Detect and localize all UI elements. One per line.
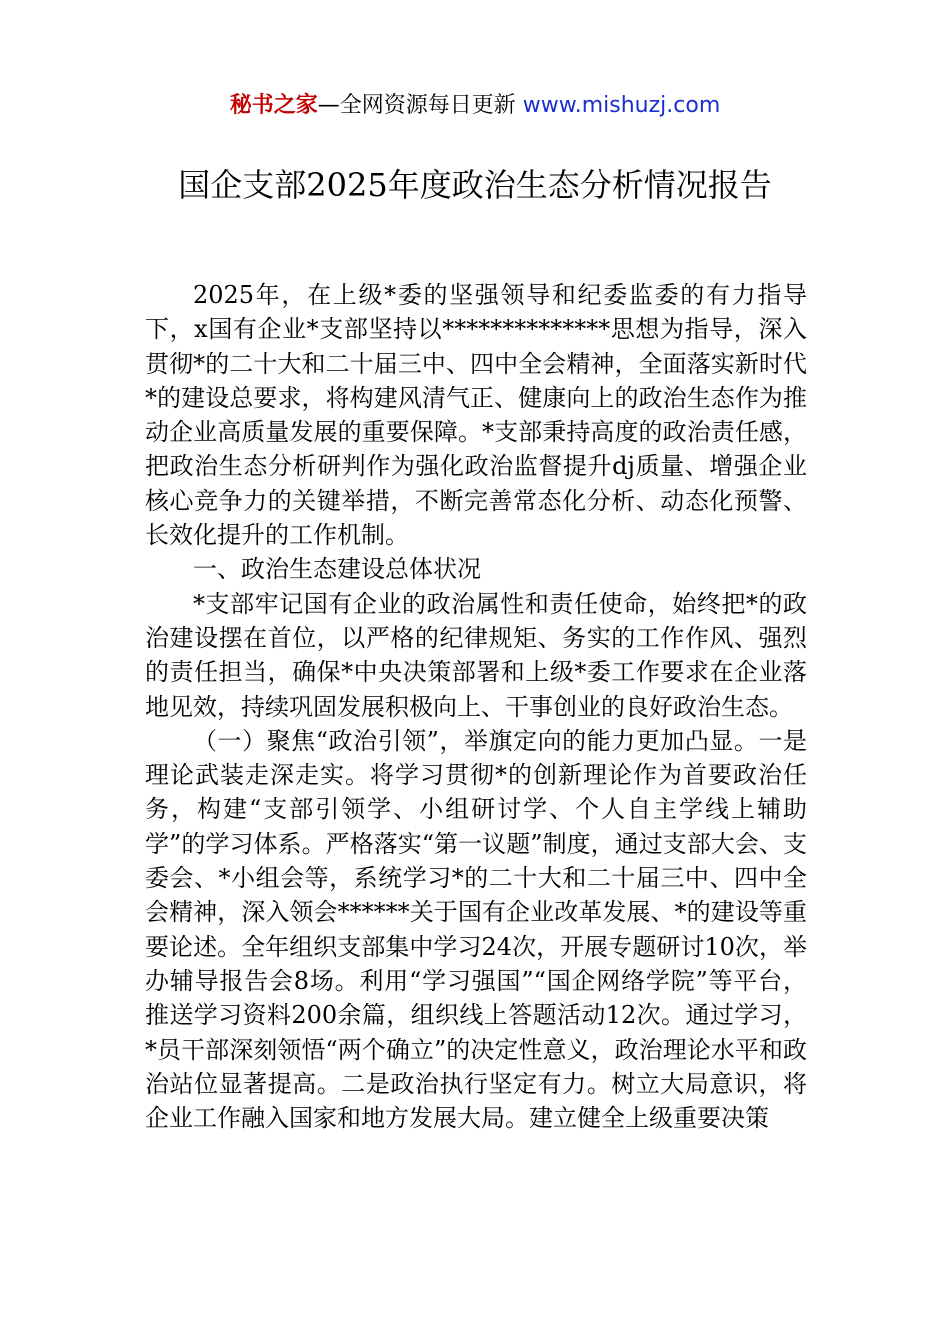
document-title: 国企支部2025年度政治生态分析情况报告	[178, 166, 772, 204]
paragraph-intro: 2025年，在上级*委的坚强领导和纪委监委的有力指导下，x国有企业*支部坚持以**************思想为指导，深入贯彻*的二十大和二十届三中、四中全会精神，全面落实新时代*的建设总要求，将构建风清气正、健康向上的政治生态作为推动企业高质量发展的重要保障。*支部秉持高度的政治责任感，把政治生态分析研判作为强化政治监督提升dj质量、增强企业核心竞争力的关键举措，不断完善常态化分析、动态化预警、长效化提升的工作机制。	[145, 281, 807, 550]
site-tagline: —全网资源每日更新	[317, 93, 523, 118]
site-url-link[interactable]: www.mishuzj.com	[522, 93, 721, 118]
section-heading: 一、政治生态建设总体状况	[193, 555, 481, 584]
document-body	[145, 278, 807, 1135]
paragraph-overview: *支部牢记国有企业的政治属性和责任使命，始终把*的政治建设摆在首位，以严格的纪律规矩、务实的工作作风、强烈的责任担当，确保*中央决策部署和上级*委工作要求在企业落地见效，持续巩固发展积极向上、干事创业的良好政治生态。	[145, 589, 807, 721]
watermark-header	[0, 88, 950, 119]
paragraph-political-guidance: （一）聚焦“政治引领”，举旗定向的能力更加凸显。一是理论武装走深走实。将学习贯彻*的创新理论作为首要政治任务，构建“支部引领学、小组研讨学、个人自主学线上辅助学”的学习体系。严格落实“第一议题”制度，通过支部大会、支委会、*小组会等，系统学习*的二十大和二十届三中、四中全会精神，深入领会******关于国有企业改革发展、*的建设等重要论述。全年组织支部集中学习24次，开展专题研讨10次，举办辅导报告会8场。利用“学习强国”“国企网络学院”等平台，推送学习资料200余篇，组织线上答题活动12次。通过学习，*员干部深刻领悟“两个确立”的决定性意义，政治理论水平和政治站位显著提高。二是政治执行坚定有力。树立大局意识，将企业工作融入国家和地方发展大局。建立健全上级重要决策	[145, 726, 807, 1133]
site-brand: 秘书之家	[229, 93, 318, 118]
